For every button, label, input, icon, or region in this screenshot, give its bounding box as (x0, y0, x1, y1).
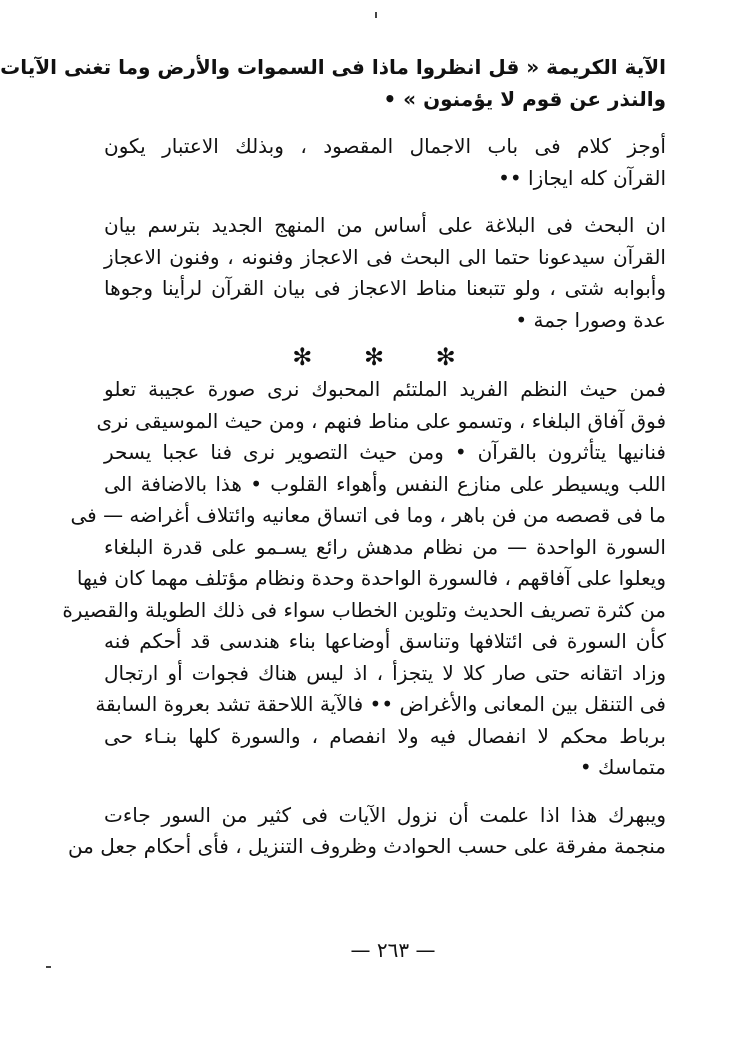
text-line: الآية الكريمة « قل انظروا ماذا فى السموات والأرض وما تغنى الآيات (0, 55, 666, 79)
text-line: متماسك • (579, 755, 666, 779)
text-line: منجمة مفرقة على حسب الحوادث وظروف التنزيل ، فأى أحكام جعل من (67, 834, 666, 858)
paragraph (0, 52, 666, 115)
scan-speck (375, 12, 377, 18)
text-line: عدة وصورا جمة • (515, 307, 666, 332)
text-line: ما فى قصصه من فن باهر ، وما فى اتساق معانيه وائتلاف أغراضه — فى (70, 503, 666, 527)
paragraph (104, 131, 666, 194)
text-line: فى التنقل بين المعانى والأغراض •• فالآية اللاحقة تشد بعروة السابقة (95, 692, 666, 716)
paragraph (62, 374, 666, 784)
text-line: ويعلوا على آفاقهم ، فالسورة الواحدة وحدة ونظام مؤتلف مهما كان فيها (76, 566, 666, 590)
paragraph (104, 210, 666, 336)
text-line: فمن حيث النظم الفريد الملتئم المحبوك نرى صورة عجيبة تعلو (104, 377, 666, 401)
text-line: كأن السورة فى ائتلافها وتناسق أوضاعها بناء هندسى قد أحكم فنه (104, 629, 666, 653)
text-line: فنانيها يتأثرون بالقرآن • ومن حيث التصوير نرى فنا عجبا يسحر (104, 440, 666, 464)
text-line: وأبوابه شتى ، ولو تتبعنا مناط الاعجاز فى بيان القرآن لرأينا وجوها (104, 276, 666, 300)
text-line: السورة الواحدة — من نظام مدهش رائع يسـمو على قدرة البلغاء (104, 534, 666, 559)
text-line: برباط محكم لا انفصال فيه ولا انفصام ، والسورة كلها بنـاء حى (104, 723, 666, 748)
text-line: فوق آفاق البلغاء ، وتسمو على مناط فنهم ، ومن حيث الموسيقى نرى (96, 408, 666, 433)
text-block-before-separator (0, 52, 666, 336)
scan-speck (46, 966, 51, 968)
text-line: أوجز كلام فى باب الاجمال المقصود ، وبذلك الاعتبار يكون (104, 134, 666, 158)
page-body (0, 52, 666, 879)
text-line: ان البحث فى البلاغة على أساس من المنهج الجديد بترسم بيان (104, 213, 666, 237)
paragraph (67, 800, 666, 863)
text-block-after-separator (62, 374, 666, 863)
separator-stars: ✻ ✻ ✻ (292, 343, 478, 371)
text-line: والنذر عن قوم لا يؤمنون » • (383, 86, 666, 111)
page-number: — ٢٦٣ — (350, 938, 436, 962)
text-line: من كثرة تصريف الحديث وتلوين الخطاب سواء فى ذلك الطويلة والقصيرة (62, 597, 666, 622)
text-line: القرآن كله ايجازا •• (498, 165, 666, 190)
text-line: اللب ويسيطر على منازع النفس وأهواء القلوب • هذا بالاضافة الى (104, 471, 666, 496)
text-line: القرآن سيدعونا حتما الى البحث فى الاعجاز وفنونه ، وفنون الاعجاز (104, 244, 666, 269)
text-line: وزاد اتقانه حتى صار كلا لا يتجزأ ، اذ ليس هناك فجوات أو ارتجال (104, 660, 666, 685)
text-line: ويبهرك هذا اذا علمت أن نزول الآيات فى كثير من السور جاءت (104, 802, 666, 827)
